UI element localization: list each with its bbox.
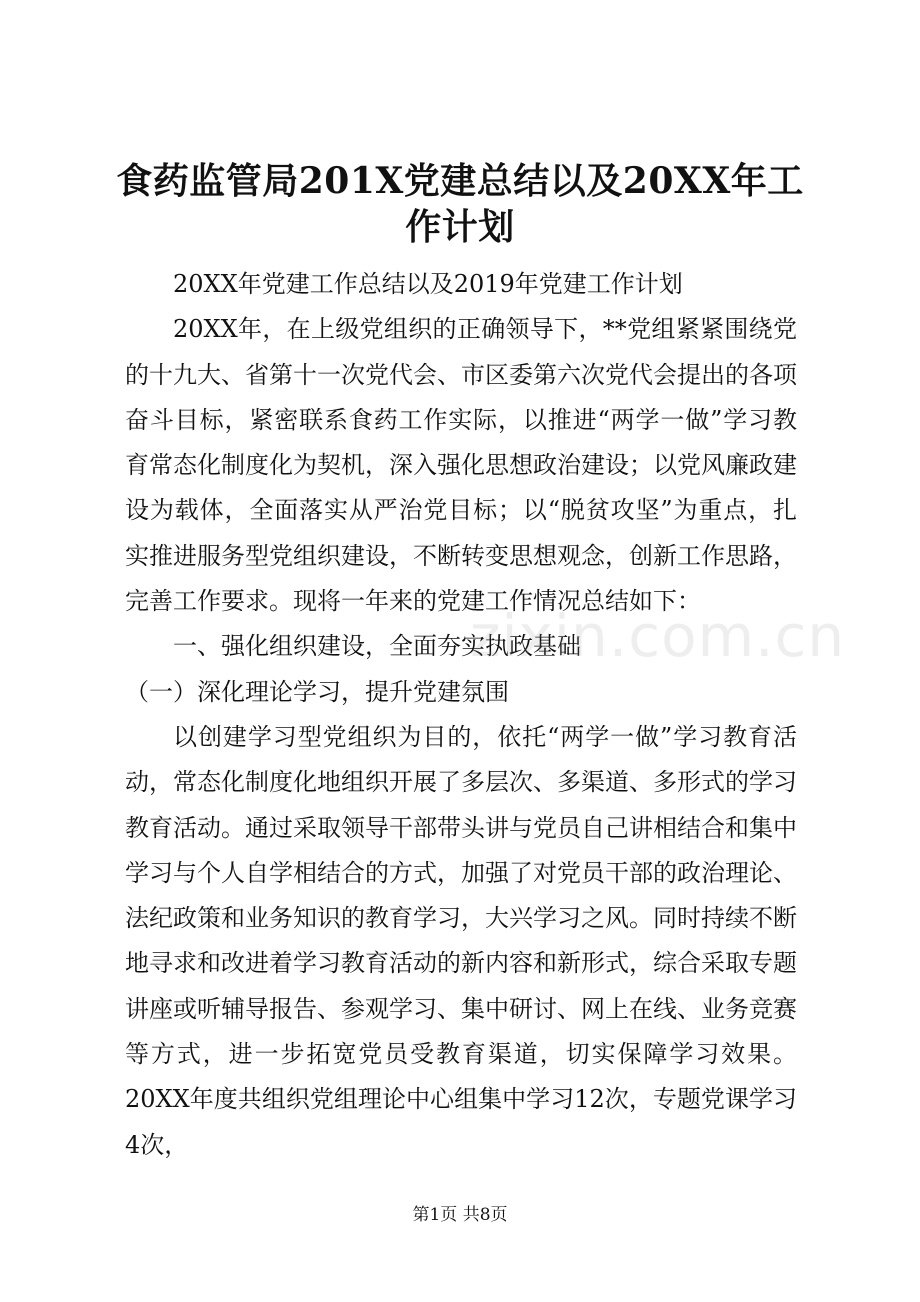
watermark: zixin.com.cn [470, 602, 846, 670]
document-title: 食药监管局201X党建总结以及20XX年工作计划 [116, 160, 804, 248]
paragraph-subtitle: 20XX年党建工作总结以及2019年党建工作计划 [173, 270, 683, 298]
section-heading-1: 一、强化组织建设，全面夯实执政基础 [173, 632, 581, 661]
subsection-heading-1: （一）深化理论学习，提升党建氛围 [125, 677, 509, 706]
page-footer: 第1页 共8页 [412, 1205, 508, 1225]
paragraph-study: 以创建学习型党组织为目的，依托“两学一做”学习教育活动，常态化制度化地组织开展了多层次、多渠道、多形式的学习教育活动。通过采取领导干部带头讲与党员自己讲相结合和集中学习与个人自学相结合的方式，加强了对党员干部的政治理论、法纪政策和业务知识的教育学习，大兴学习之风。同时持续不断地寻求和改进着学习教育活动的新内容和新形式，综合采取专题讲座或听辅导报告、参观学习、集中研讨、网上在线、业务竞赛等方式，进一步拓宽党员受教育渠道，切实保障学习效果。20XX年度共组织党组理论中心组集中学习12次，专题党课学习4次， [125, 722, 797, 1159]
document-body [125, 262, 797, 1168]
paragraph-intro: 20XX年，在上级党组织的正确领导下，**党组紧紧围绕党的十九大、省第十一次党代会、市区委第六次党代会提出的各项奋斗目标，紧密联系食药工作实际，以推进“两学一做”学习教育常态化制度化为契机，深入强化思想政治建设；以党风廉政建设为载体，全面落实从严治党目标；以“脱贫攻坚”为重点，扎实推进服务型党组织建设，不断转变思想观念，创新工作思路，完善工作要求。现将一年来的党建工作情况总结如下： [125, 315, 797, 616]
